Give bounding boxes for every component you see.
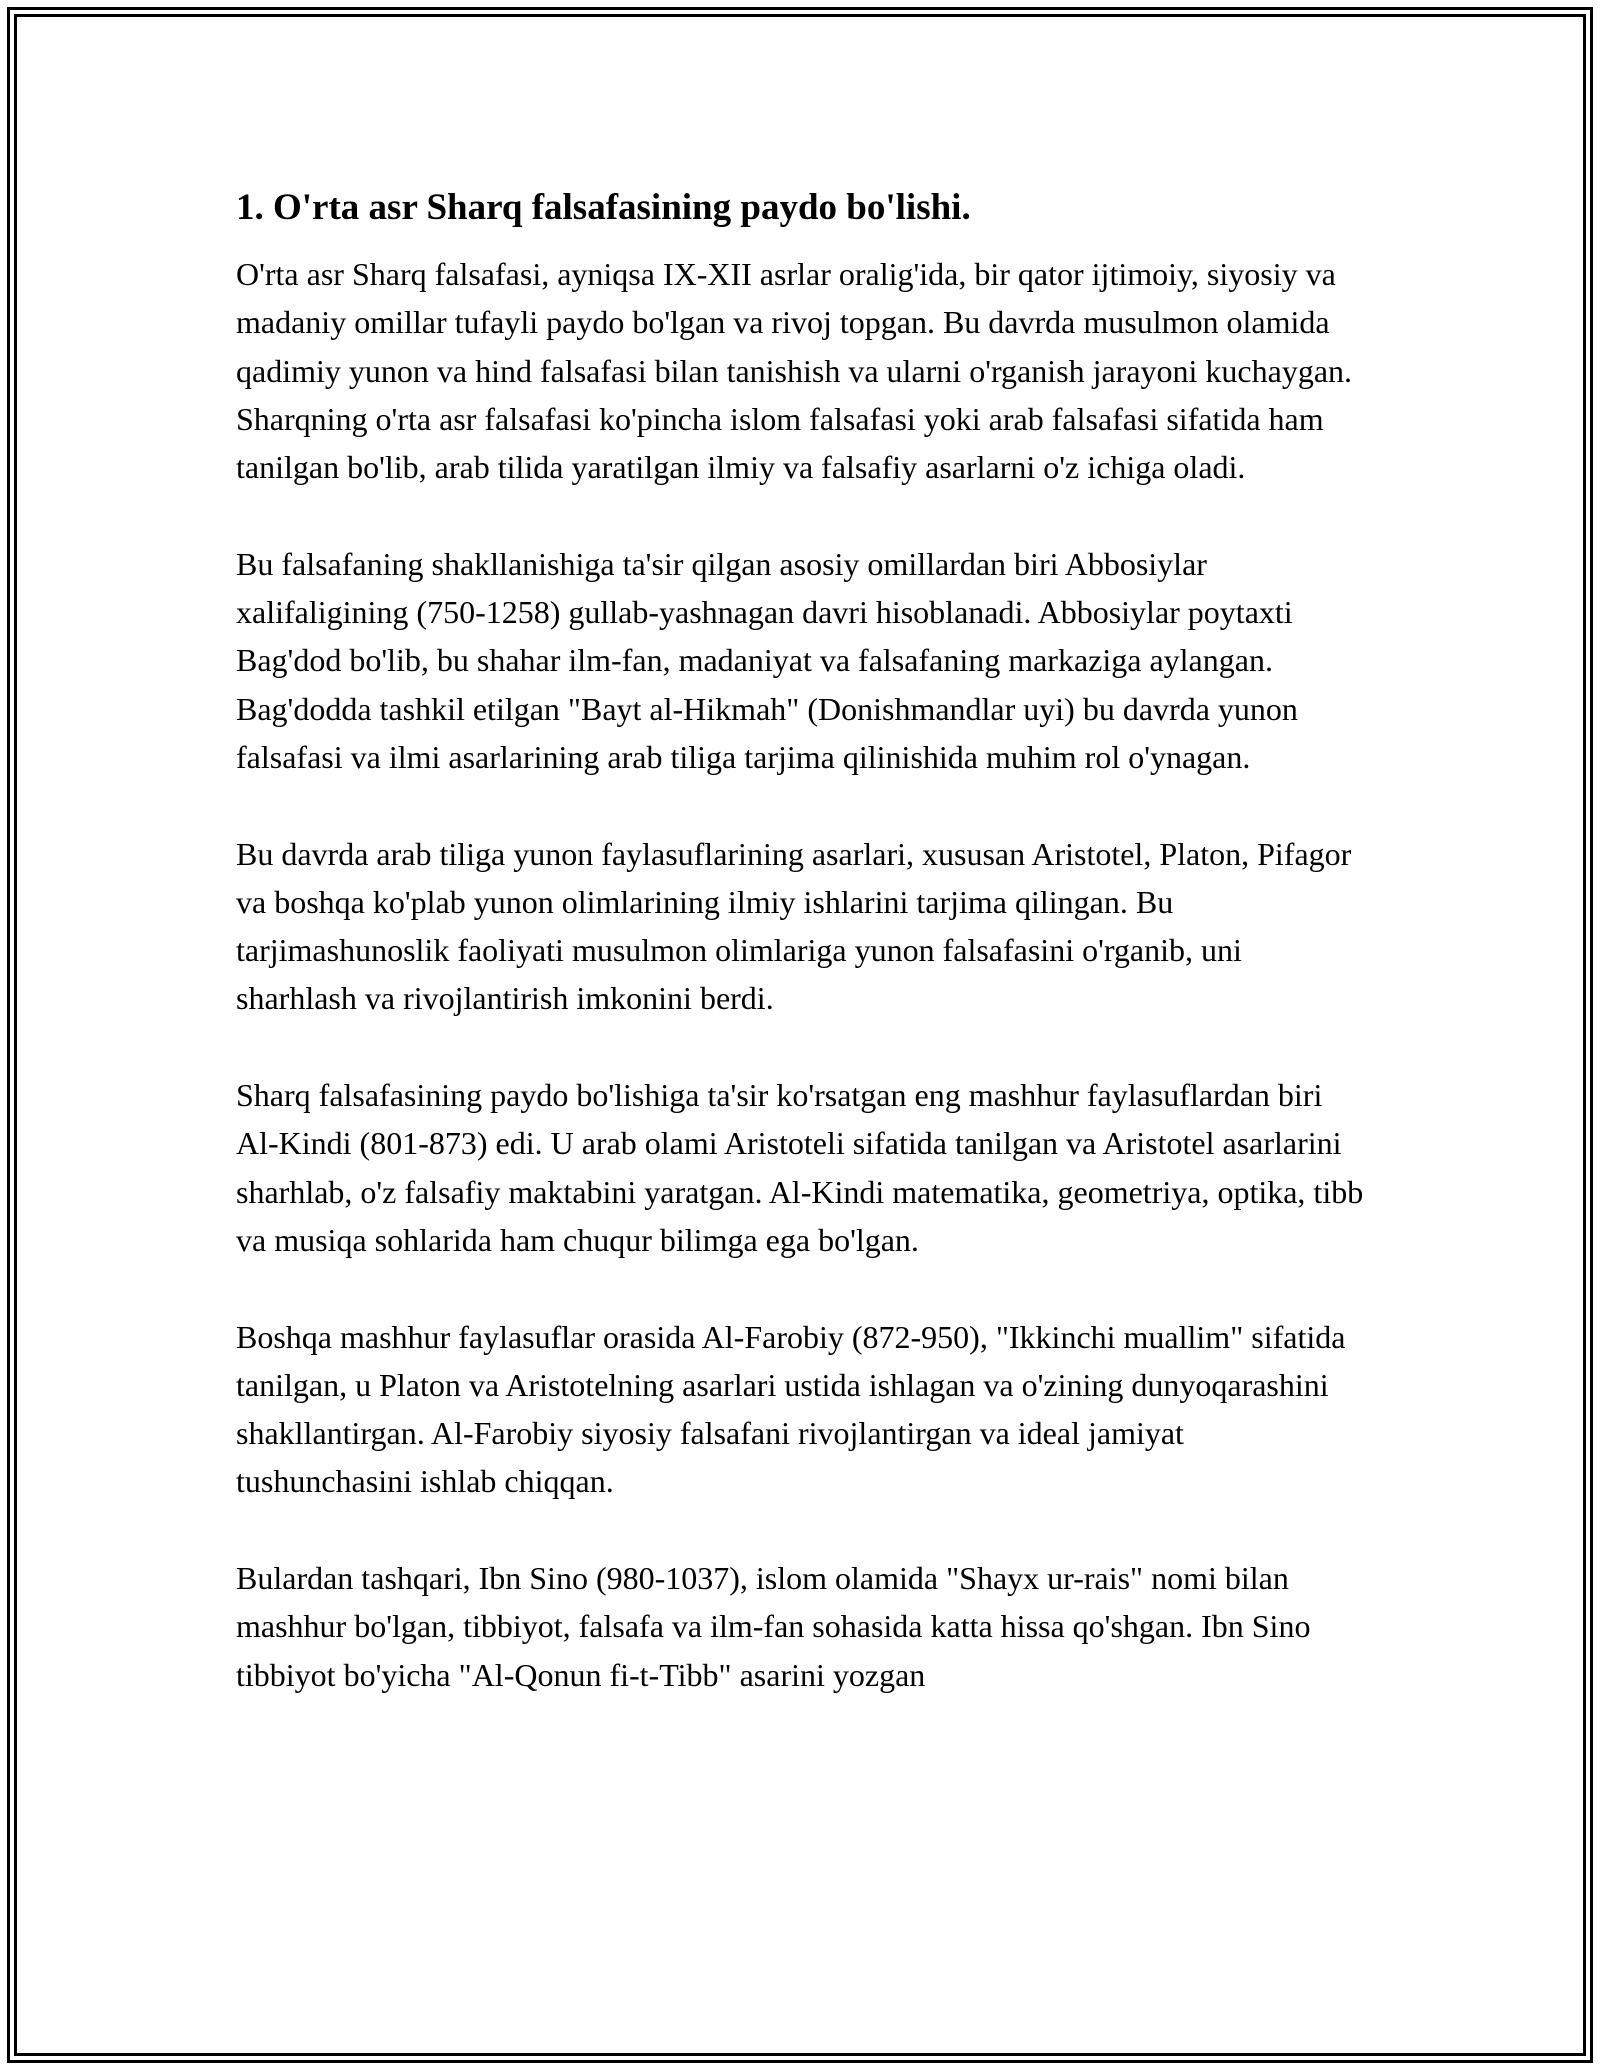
paragraph-al-farobiy: Boshqa mashhur faylasuflar orasida Al-Farobiy (872-950), "Ikkinchi muallim" sifatida tanilgan, u Platon va Aristotelning asarlari ustida ishlagan va o'zining dunyoqarashini shakllantirgan. Al-Farobiy siyosiy falsafani rivojlantirgan va ideal jamiyat tushunchasini ishlab chiqqan. xyxy=(236,1318,1346,1500)
paragraph-abbasids: Bu falsafaning shakllanishiga ta'sir qilgan asosiy omillardan biri Abbosiylar xalifaligining (750-1258) gullab-yashnagan davri hisoblanadi. Abbosiylar poytaxti Bag'dod bo'lib, bu shahar ilm-fan, madaniyat va falsafaning markaziga aylangan. Bag'dodda tashkil etilgan "Bayt al-Hikmah" (Donishmandlar uyi) bu davrda yunon falsafasi va ilmi asarlarining arab tiliga tarjima qilinishida muhim rol o'ynagan. xyxy=(236,545,1298,775)
section-heading: 1. O'rta asr Sharq falsafasining paydo bo'lishi. xyxy=(236,187,971,228)
paragraph-intro: O'rta asr Sharq falsafasi, ayniqsa IX-XII asrlar oralig'ida, bir qator ijtimoiy, siyosiy va madaniy omillar tufayli paydo bo'lgan va rivoj topgan. Bu davrda musulmon olamida qadimiy yunon va hind falsafasi bilan tanishish va ularni o'rganish jarayoni kuchaygan. Sharqning o'rta asr falsafasi ko'pincha islom falsafasi yoki arab falsafasi sifatida ham tanilgan bo'lib, arab tilida yaratilgan ilmiy va falsafiy asarlarni o'z ichiga oladi. xyxy=(236,256,1353,486)
paragraph-ibn-sino: Bulardan tashqari, Ibn Sino (980-1037), islom olamida "Shayx ur-rais" nomi bilan mashhur bo'lgan, tibbiyot, falsafa va ilm-fan sohasida katta hissa qo'shgan. Ibn Sino tibbiyot bo'yicha "Al-Qonun fi-t-Tibb" asarini yozgan xyxy=(236,1560,1311,1693)
document-body xyxy=(236,186,1366,1699)
paragraph-al-kindi: Sharq falsafasining paydo bo'lishiga ta'sir ko'rsatgan eng mashhur faylasuflardan biri Al-Kindi (801-873) edi. U arab olami Aristoteli sifatida tanilgan va Aristotel asarlarini sharhlab, o'z falsafiy maktabini yaratgan. Al-Kindi matematika, geometriya, optika, tibb va musiqa sohlarida ham chuqur bilimga ega bo'lgan. xyxy=(236,1077,1364,1258)
paragraph-translations: Bu davrda arab tiliga yunon faylasuflarining asarlari, xususan Aristotel, Platon, Pifagor va boshqa ko'plab yunon olimlarining ilmiy ishlarini tarjima qilingan. Bu tarjimashunoslik faoliyati musulmon olimlariga yunon falsafasini o'rganib, uni sharhlash va rivojlantirish imkonini berdi. xyxy=(236,835,1352,1017)
